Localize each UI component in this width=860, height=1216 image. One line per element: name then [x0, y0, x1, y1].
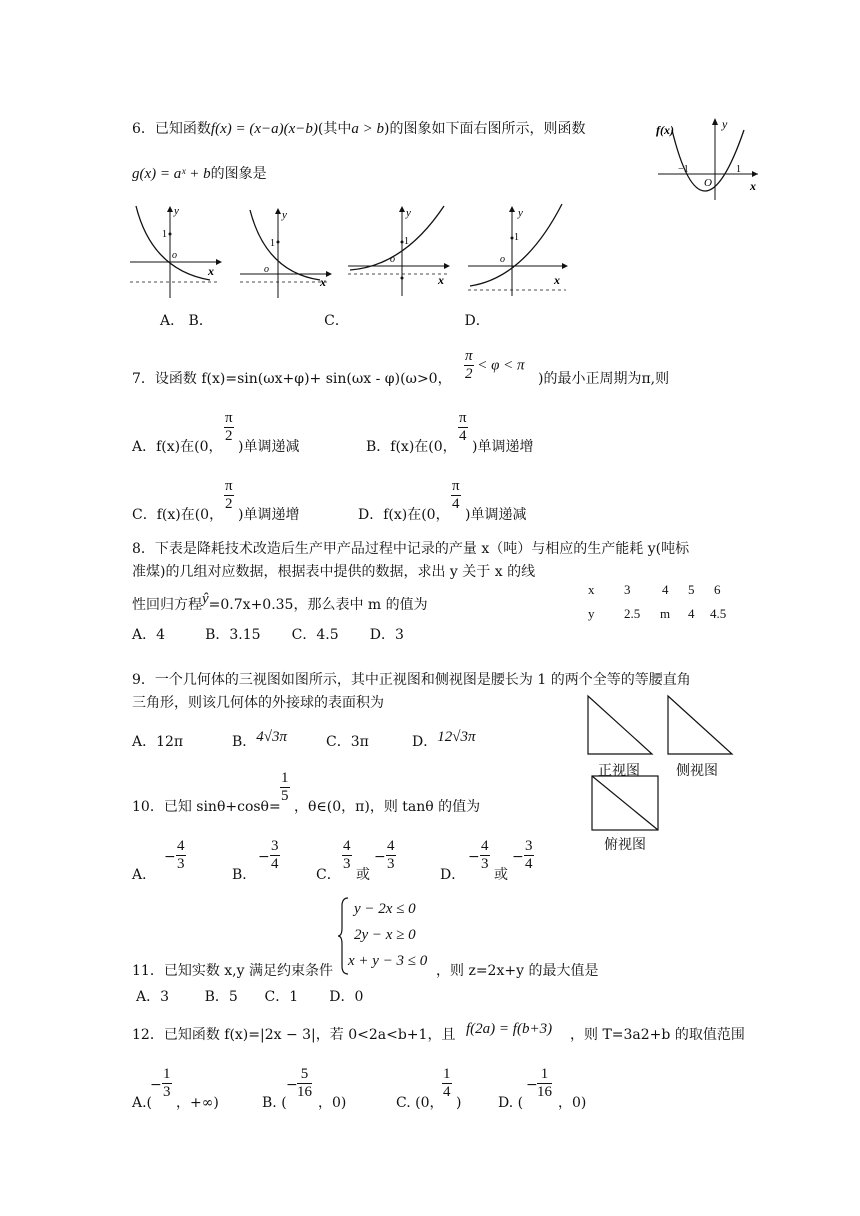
table-y-cell: 4.5	[710, 606, 727, 621]
top-view-caption: 俯视图	[604, 837, 646, 853]
q12-option-c-close: )	[456, 1095, 462, 1111]
q12-b-num: 5	[297, 1066, 312, 1084]
graph-b-y-label: y	[282, 209, 287, 221]
q9-option-b	[232, 729, 288, 751]
graph-d-curve	[470, 204, 562, 286]
q10-option-c: C．	[316, 867, 341, 883]
q7-condition: $\frac{\pi}{2}$ < φ < π	[465, 348, 525, 382]
table-x-cell: 5	[688, 582, 695, 597]
q10-c-fraction1	[342, 838, 352, 873]
table-y-head: y	[588, 606, 595, 621]
q10-a-fraction	[176, 838, 186, 873]
fx-graph-label: f(x)	[656, 123, 674, 137]
q10-d-num2: 3	[525, 838, 533, 854]
q9-option-a: A．12π	[132, 734, 184, 750]
graph-a-y-label: y	[174, 205, 179, 217]
q6-graph-d	[464, 196, 574, 300]
graph-d-y-arrow-icon	[509, 206, 515, 212]
q6-graph-b	[236, 200, 336, 300]
q6-graph-a	[126, 200, 226, 300]
q12-prefix: 12．已知函数 f(x)=|2x − 3|，若 0<2a<b+1，且	[132, 1027, 456, 1043]
graph-c-origin: o	[390, 254, 395, 265]
q7-d-den: 4	[452, 496, 460, 512]
q12-suffix: ，则 T=3a2+b 的取值范围	[570, 1027, 745, 1043]
q9-line1: 9．一个几何体的三视图如图所示，其中正视图和侧视图是腰长为 1 的两个全等的等腰直角	[132, 672, 691, 688]
q10-d-den1: 3	[481, 856, 489, 872]
q10-b-den: 4	[271, 856, 279, 872]
q12-b-minus: −	[286, 1077, 298, 1093]
q12-a-fraction	[162, 1066, 172, 1101]
graph-c-one: 1	[404, 236, 409, 247]
graph-c-y-arrow-icon	[399, 206, 405, 212]
graph-b-origin: o	[264, 264, 269, 275]
q7-c-pi: π	[225, 478, 233, 494]
q6-line2-suffix: 的图象是	[210, 166, 267, 182]
graph-c-y-label: y	[406, 207, 411, 219]
q12-option-b-open: B. (	[262, 1095, 287, 1111]
fx-graph-x-label: x	[750, 179, 756, 193]
q10-a-num: 4	[177, 838, 185, 854]
q7-a-den: 2	[225, 428, 233, 444]
q12-option-b-close: ，0)	[318, 1095, 347, 1111]
q12-c-den: 4	[443, 1084, 451, 1100]
q7-option-b-end: )单调递增	[472, 439, 534, 455]
q10-c-fraction2	[386, 838, 396, 873]
q10-a-den: 3	[177, 856, 185, 872]
q10-c-num2: 4	[387, 838, 395, 854]
q11-choices: A．3 B．5 C．1 D．0	[136, 989, 364, 1005]
table-x-cell: 6	[714, 582, 721, 597]
table-y-cell: m	[660, 606, 671, 621]
q10-d-minus2: −	[512, 849, 524, 865]
q10-b-fraction	[270, 838, 280, 873]
table-x-cell: 4	[662, 582, 669, 597]
q7-a-fraction	[224, 410, 234, 445]
q12-a-den: 3	[163, 1084, 171, 1100]
q10-c-minus: −	[374, 849, 386, 865]
q6-line1	[132, 120, 585, 138]
q11-prefix: 11．已知实数 x,y 满足约束条件	[132, 963, 333, 979]
q10-d-fraction1	[480, 838, 490, 873]
q12-d-fraction	[537, 1066, 552, 1101]
graph-d-origin: o	[500, 254, 505, 265]
q6-condition: a > b	[351, 121, 384, 137]
q7-b-pi: π	[459, 410, 467, 426]
q10-d-minus1: −	[468, 849, 480, 865]
graph-a-one: 1	[162, 229, 167, 240]
q9-d-value: 12√3π	[437, 729, 476, 745]
q12-option-d-open: D. (	[498, 1095, 524, 1111]
q7-option-b: B．f(x)在(0，	[366, 439, 457, 455]
q9-b-value: 4√3π	[256, 729, 288, 745]
q9-b-label: B．	[232, 734, 257, 750]
q6-fx-graph	[652, 112, 764, 204]
q12-equation: f(2a) = f(b+3)	[466, 1021, 553, 1037]
fx-graph-y-arrow-icon	[712, 118, 718, 125]
q6-line2	[132, 165, 267, 183]
q10-option-b: B．	[232, 867, 257, 883]
q9-line2: 三角形，则该几何体的外接球的表面积为	[132, 695, 384, 711]
q10-option-a: A．	[132, 867, 157, 883]
graph-d-y-label: y	[518, 207, 523, 219]
q6-gx-expression: g(x) = aˣ + b	[132, 166, 211, 182]
table-x-cell: 3	[624, 582, 631, 597]
q6-prefix: 6．已知函数	[132, 121, 211, 137]
fx-graph-y-label: y	[722, 117, 728, 131]
q7-text: 7．设函数 f(x)=sin(ωx+φ)+ sin(ωx - φ)(ω>0，	[132, 371, 452, 387]
q6-choices: A． B． C． D．	[160, 313, 490, 329]
q7-option-d-end: )单调递减	[465, 507, 527, 523]
q7-c-den: 2	[225, 496, 233, 512]
graph-a-x-arrow-icon	[216, 259, 222, 265]
q11-constraint-3: x + y − 3 ≤ 0	[348, 953, 428, 969]
q10-c-den2: 3	[387, 856, 395, 872]
graph-d-one: 1	[514, 232, 519, 243]
q12-a-minus: −	[150, 1077, 162, 1093]
q8-line3	[132, 591, 428, 614]
q10-b-num: 3	[271, 838, 279, 854]
q11-constraint-1: y − 2x ≤ 0	[354, 901, 416, 917]
top-view-diagonal	[592, 776, 658, 830]
q9-d-label: D．	[412, 734, 438, 750]
graph-b-y-arrow-icon	[275, 208, 281, 214]
q7-cond-two: 2	[465, 366, 473, 382]
q10-d-num1: 4	[481, 838, 489, 854]
q7-d-fraction	[451, 478, 461, 513]
q7-b-den: 4	[459, 428, 467, 444]
q8-line2: 准煤)的几组对应数据，根据表中提供的数据，求出 y 关于 x 的线	[132, 564, 536, 580]
q12-d-num: 1	[537, 1066, 552, 1084]
q10-d-or: 或	[494, 867, 508, 883]
q9-option-c: C．3π	[326, 734, 369, 750]
fx-graph-tick-neg: −1	[678, 164, 689, 175]
q7-option-a-end: )单调递减	[238, 439, 300, 455]
q12-option-c-open: C. (0，	[396, 1095, 444, 1111]
q7-b-fraction	[458, 410, 468, 445]
front-view-triangle	[588, 696, 652, 754]
q7-d-pi: π	[452, 478, 460, 494]
q7-a-pi: π	[225, 410, 233, 426]
table-y-cell: 2.5	[624, 606, 641, 621]
q12-c-num: 1	[443, 1066, 451, 1082]
front-view-caption: 正视图	[598, 763, 640, 779]
q8-line1: 8．下表是降耗技术改造后生产甲产品过程中记录的产量 x（吨）与相应的生产能耗 y(吨标	[132, 541, 690, 557]
q10-den: 5	[281, 788, 289, 804]
side-view-triangle	[668, 696, 732, 754]
q7-c-fraction	[224, 478, 234, 513]
q12-b-fraction	[297, 1066, 312, 1101]
q12-d-den: 16	[537, 1084, 552, 1100]
fx-graph-x-arrow-icon	[752, 171, 758, 177]
graph-a-curve	[136, 206, 210, 280]
q12-a-num: 1	[163, 1066, 171, 1082]
q12-option-a-close: ，+∞)	[176, 1095, 219, 1111]
q7-line	[132, 370, 452, 388]
q8-yhat: ŷ	[202, 591, 209, 607]
q10-prefix: 10．已知 sinθ+cosθ=	[132, 799, 281, 815]
q8-line3-prefix: 性回归方程	[132, 597, 202, 613]
q10-c-num1: 4	[343, 838, 351, 854]
graph-c-curve	[350, 206, 444, 270]
graph-c-x-label: x	[438, 273, 444, 287]
graph-c-x-arrow-icon	[444, 263, 450, 269]
q12-option-d-close: ，0)	[558, 1095, 587, 1111]
q10-c-den1: 3	[343, 856, 351, 872]
q6-graph-c	[344, 196, 456, 300]
graph-b-x-arrow-icon	[326, 271, 332, 277]
q7-cond-pi: π	[465, 348, 473, 364]
q6-fx-expression: f(x) = (x−a)(x−b)	[210, 121, 318, 137]
graph-b-x-label: x	[320, 275, 326, 289]
q10-num: 1	[281, 770, 289, 786]
q10-fraction	[280, 770, 290, 805]
q6-line1-suffix: )的图象如下面右图所示，则函数	[384, 121, 586, 137]
graph-d-x-arrow-icon	[562, 263, 568, 269]
q10-b-minus: −	[258, 849, 270, 865]
q7-option-c-end: )单调递增	[238, 507, 300, 523]
q10-c-or: 或	[356, 867, 370, 883]
q7-option-c: C．f(x)在(0，	[132, 507, 224, 523]
q10-option-d: D．	[440, 867, 466, 883]
q12-option-a-open: A.(	[132, 1095, 153, 1111]
q12-b-den: 16	[297, 1084, 312, 1100]
side-view-caption: 侧视图	[676, 763, 718, 779]
fx-graph-tick-pos: 1	[736, 164, 741, 175]
graph-d-x-label: x	[554, 273, 560, 287]
table-y-cell: 4	[688, 606, 695, 621]
q7-suffix: )的最小正周期为π,则	[538, 371, 670, 387]
q6-cond-open: (其中	[317, 121, 352, 137]
fx-graph-origin: O	[704, 177, 712, 189]
q10-d-den2: 4	[525, 856, 533, 872]
q11-constraint-2: 2y − x ≥ 0	[354, 927, 416, 943]
q8-line3-suffix: =0.7x+0.35，那么表中 m 的值为	[208, 597, 428, 613]
graph-a-y-arrow-icon	[167, 206, 173, 212]
q7-option-d: D．f(x)在(0，	[358, 507, 450, 523]
q10-d-fraction2	[524, 838, 534, 873]
graph-a-origin: o	[172, 250, 177, 261]
q7-option-a: A．f(x)在(0，	[132, 439, 223, 455]
graph-a-x-label: x	[208, 264, 214, 278]
q11-suffix: ，则 z=2x+y 的最大值是	[436, 963, 599, 979]
table-x-head: x	[588, 582, 595, 597]
q12-d-minus: −	[526, 1077, 538, 1093]
q10-suffix: ，θ∈(0，π)，则 tanθ 的值为	[294, 799, 481, 815]
graph-b-one: 1	[270, 238, 275, 249]
q12-c-fraction	[442, 1066, 452, 1101]
q8-choices: A．4 B．3.15 C．4.5 D．3	[132, 627, 404, 643]
q9-option-d	[412, 729, 476, 751]
q10-a-minus: −	[164, 849, 176, 865]
